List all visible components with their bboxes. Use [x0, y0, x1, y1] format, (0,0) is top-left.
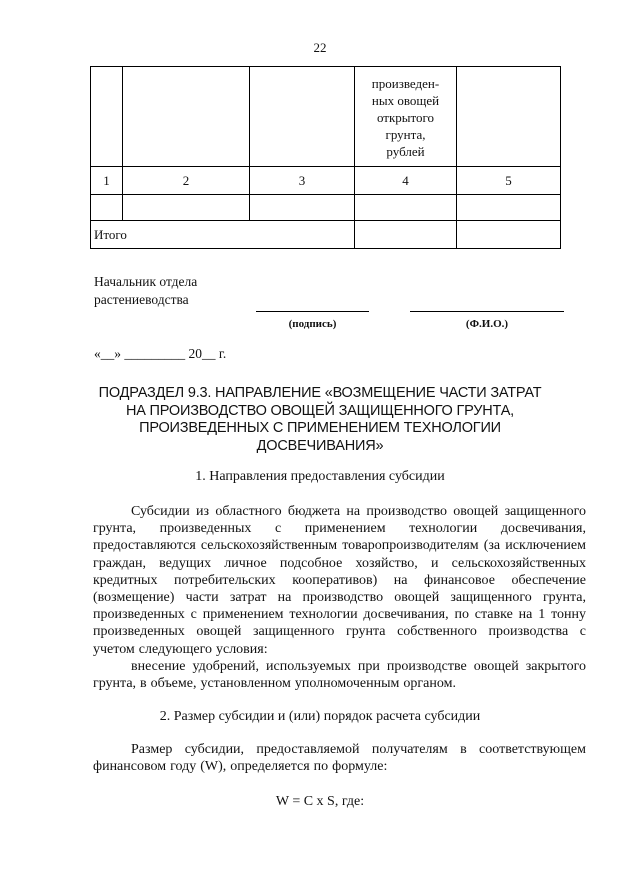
total-label: Итого — [91, 221, 355, 249]
signature-line — [256, 311, 369, 312]
table-header-cell — [123, 67, 250, 167]
title-line: ДОСВЕЧИВАНИЯ» — [256, 437, 384, 454]
header-line: рублей — [386, 144, 425, 159]
section-title — [90, 385, 550, 455]
table-number-row — [91, 167, 561, 195]
position-line: растениеводства — [94, 292, 189, 307]
column-number: 3 — [250, 167, 355, 195]
paragraph-subsidy-formula-intro: Размер субсидии, предоставляемой получателям в соответствующем финансовом году (W), определяется по формуле: — [93, 742, 586, 775]
table-cell — [355, 221, 457, 249]
header-line: ных овощей — [371, 93, 440, 108]
column-number: 2 — [123, 167, 250, 195]
table-cell — [457, 195, 561, 221]
table-cell — [355, 195, 457, 221]
column-number: 1 — [91, 167, 123, 195]
table-total-row — [91, 221, 561, 249]
table-header-cell — [457, 67, 561, 167]
paragraph-subsidy-description: Субсидии из областного бюджета на производство овощей защищенного грунта, произведенных с применением технологии досвечивания, предоставляются сельскохозяйственным товаропроизводителям (за исключением граждан, ведущих личное подсобное хозяйство, и сельскохозяйственных кредитных потребительских кооперативов) на финансовое обеспечение (возмещение) части затрат на производство овощей защищенного грунта, произведенных с применением технологии досвечивания, по ставке на 1 тонну произведенных овощей защищенного грунта собственного производства с учетом следующего условия: — [93, 504, 586, 657]
table-row — [91, 195, 561, 221]
position-line: Начальник отдела — [94, 274, 198, 289]
page-number: 22 — [313, 40, 327, 55]
column-number: 4 — [355, 167, 457, 195]
name-caption: (Ф.И.О.) — [465, 318, 509, 330]
signature-caption: (подпись) — [288, 318, 337, 330]
table-header-cell — [91, 67, 123, 167]
header-line: открытого — [376, 110, 435, 125]
title-line: ПРОИЗВЕДЕННЫХ С ПРИМЕНЕНИЕМ ТЕХНОЛОГИИ — [139, 420, 501, 436]
name-line — [410, 311, 564, 312]
title-line: НА ПРОИЗВОДСТВО ОВОЩЕЙ ЗАЩИЩЕННОГО ГРУНТА, — [125, 402, 515, 419]
title-line: ПОДРАЗДЕЛ 9.3. НАПРАВЛЕНИЕ «ВОЗМЕЩЕНИЕ ЧАСТИ ЗАТРАТ — [98, 385, 542, 401]
header-line: произведен- — [371, 76, 440, 91]
date-line: «__» _________ 20__ г. — [94, 346, 227, 361]
table-cell — [457, 221, 561, 249]
table-header-cell — [355, 67, 457, 167]
table-cell — [250, 195, 355, 221]
table-header-row — [91, 67, 561, 167]
column-number: 5 — [457, 167, 561, 195]
data-table — [90, 66, 561, 249]
signature-position — [94, 273, 197, 309]
header-line: грунта, — [385, 127, 426, 142]
table-cell — [91, 195, 123, 221]
table-header-cell — [250, 67, 355, 167]
heading-subsidy-size: 2. Размер субсидии и (или) порядок расчета субсидии — [159, 709, 481, 724]
paragraph-condition: внесение удобрений, используемых при производстве овощей закрытого грунта, в объеме, установленном уполномоченным органом. — [93, 659, 586, 692]
table-cell — [123, 195, 250, 221]
formula: W = C x S, где: — [275, 794, 365, 809]
heading-directions: 1. Направления предоставления субсидии — [195, 469, 445, 484]
